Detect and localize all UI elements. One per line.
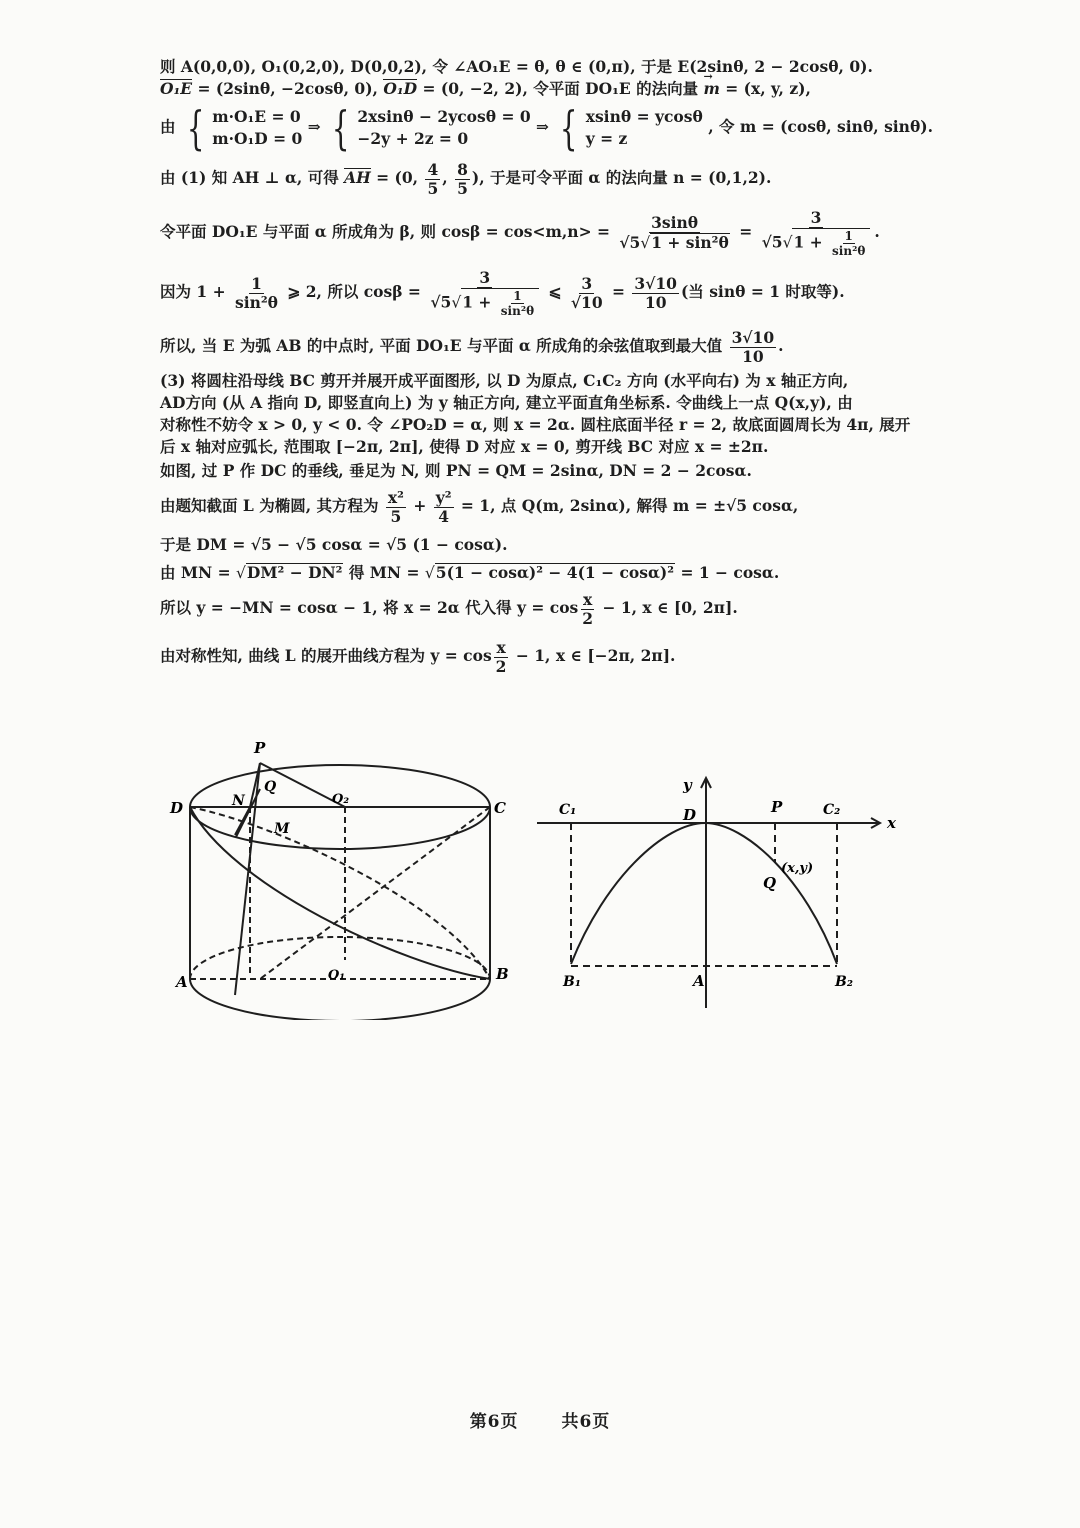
line-vectors: O₁E = (2sinθ, −2cosθ, 0), O₁D = (0, −2, 2), 令平面 DO₁E 的法向量 → m = (x, y, z), bbox=[160, 78, 960, 100]
curve-left bbox=[571, 823, 705, 964]
line-part3-d: 后 x 轴对应弧长, 范围取 [−2π, 2π], 使得 D 对应 x = 0, 剪开线 BC 对应 x = ±2π. bbox=[160, 437, 769, 456]
page-number: 第6页 bbox=[469, 1412, 519, 1432]
fraction: 3 √5√1 + $\frac{1}{\text{sin²θ}}$ bbox=[428, 269, 541, 318]
line-curve-equation: 由对称性知, 曲线 L 的展开曲线方程为 y = cos $\frac{x}{2}$ − 1, x ∈ [−2π, 2π]. bbox=[160, 637, 676, 676]
label-p: P bbox=[254, 739, 266, 757]
label-o1: O₁ bbox=[328, 968, 346, 983]
fraction: $\frac{3}{√10}$ bbox=[570, 273, 603, 312]
vector-o1d: O₁D bbox=[383, 79, 418, 98]
line-nm bbox=[235, 807, 250, 835]
label-c2: C₂ bbox=[823, 802, 841, 818]
fraction: $\frac{3√10}{10}$ bbox=[634, 273, 677, 312]
fraction: $\frac{3\sin\theta}{\text{√5√1 + sin²θ}}$ bbox=[619, 213, 729, 252]
line-coordinates: 则 A(0,0,0), O₁(0,2,0), D(0,0,2), 令 ∠AO₁E = θ, θ ∈ (0,π), 于是 E(2sinθ, 2 − 2cosθ, 0). bbox=[160, 57, 873, 76]
line-angle-cosine: 令平面 DO₁E 与平面 α 所成角为 β, 则 cosβ = cos<m,n> = $\frac{3\sin\theta}{\text{√5√1 + sin²θ}}$ = 3 √5√1 + $\frac{1}{\text{sin²θ}}$ . bbox=[160, 207, 880, 258]
label-d: D bbox=[170, 799, 184, 817]
vector-ah: AH bbox=[344, 168, 371, 187]
line-equation-system: 由 { m·O₁E = 0 m·O₁D = 0 ⇒ { 2xsinθ − 2ycosθ = 0 −2y + 2z = 0 ⇒ { xsinθ = ycosθ y = z , 令 m = (cosθ, sinθ, sinθ). bbox=[160, 101, 934, 155]
label-xy: (x,y) bbox=[781, 861, 814, 876]
fraction: $\frac{4}{5}$ bbox=[427, 159, 439, 198]
fraction: $\frac{x}{2}$ bbox=[582, 589, 594, 628]
vector-o1e: O₁E bbox=[160, 79, 193, 98]
line-part3-e: 如图, 过 P 作 DC 的垂线, 垂足为 N, 则 PN = QM = 2sinα, DN = 2 − 2cosα. bbox=[160, 461, 752, 480]
fraction: $\frac{\text{x²}}{5}$ bbox=[387, 487, 404, 526]
page-total: 共6页 bbox=[561, 1412, 611, 1432]
label-b2: B₂ bbox=[835, 974, 853, 990]
label-c1: C₁ bbox=[559, 802, 577, 818]
line-mn: 由 MN = √DM² − DN² 得 MN = √5(1 − cosα)² − 4(1 − cosα)² = 1 − cosα. bbox=[160, 563, 780, 582]
label-d: D bbox=[683, 806, 697, 824]
label-n: N bbox=[232, 793, 245, 809]
line-normal-vector: 由 (1) 知 AH ⊥ α, 可得 AH = (0, $\frac{4}{5}$ , $\frac{8}{5}$ ), 于是可令平面 α 的法向量 n = (0,1,2). bbox=[160, 159, 772, 198]
figure-unrolled-curve bbox=[525, 768, 910, 1013]
line-inequality: 因为 1 + $\frac{1}{\text{sin²θ}}$ ⩾ 2, 所以 cosβ = 3 √5√1 + $\frac{1}{\text{sin²θ}}$ ⩽ $\frac{3}{√10}$ = $\frac{3√10}{10}$ (当 sinθ = 1 时取等). bbox=[160, 267, 845, 318]
system-3: { xsinθ = ycosθ y = z bbox=[560, 101, 703, 155]
fraction: $\frac{1}{\text{sin²θ}}$ bbox=[234, 273, 278, 312]
label-m: M bbox=[274, 821, 290, 837]
label-c: C bbox=[494, 799, 506, 817]
label-x: x bbox=[887, 814, 896, 832]
label-p: P bbox=[771, 798, 783, 816]
figure-cylinder bbox=[160, 735, 520, 1020]
line-dm: 于是 DM = √5 − √5 cosα = √5 (1 − cosα). bbox=[160, 535, 508, 554]
fraction: 3 √5√1 + $\frac{1}{\text{sin²θ}}$ bbox=[760, 209, 873, 258]
section-ellipse-back bbox=[190, 807, 490, 979]
system-1: { m·O₁E = 0 m·O₁D = 0 bbox=[186, 101, 303, 155]
label-q: Q bbox=[763, 874, 777, 892]
label-a: A bbox=[693, 972, 705, 990]
label-a: A bbox=[176, 973, 188, 991]
line-ellipse: 由题知截面 L 为椭圆, 其方程为 $\frac{\text{x²}}{5}$ + $\frac{\text{y²}}{4}$ = 1, 点 Q(m, 2sinα), 解得 m = ±√5 cosα, bbox=[160, 487, 799, 526]
label-o2: O₂ bbox=[332, 792, 350, 807]
fraction: $\frac{3√10}{10}$ bbox=[731, 327, 775, 366]
page-footer bbox=[0, 1407, 1080, 1432]
fraction: $\frac{8}{5}$ bbox=[457, 159, 468, 198]
bottom-ellipse-front bbox=[190, 979, 490, 1020]
line-y-expression: 所以 y = −MN = cosα − 1, 将 x = 2α 代入得 y = cos $\frac{x}{2}$ − 1, x ∈ [0, 2π]. bbox=[160, 589, 738, 628]
vector-m: → m bbox=[703, 78, 719, 100]
section-ellipse-front bbox=[190, 807, 490, 979]
label-b1: B₁ bbox=[563, 974, 581, 990]
label-b: B bbox=[496, 965, 509, 983]
solution-text bbox=[160, 56, 960, 680]
fraction: $\frac{x}{2}$ bbox=[495, 637, 507, 676]
label-y: y bbox=[683, 776, 692, 794]
fraction: $\frac{\text{y²}}{4}$ bbox=[435, 487, 452, 526]
system-2: { 2xsinθ − 2ycosθ = 0 −2y + 2z = 0 bbox=[331, 101, 531, 155]
line-max-value: 所以, 当 E 为弧 AB 的中点时, 平面 DO₁E 与平面 α 所成角的余弦值取到最大值 $\frac{3√10}{10}$ . bbox=[160, 327, 784, 366]
label-q: Q bbox=[264, 779, 277, 795]
curve-right bbox=[705, 823, 837, 964]
line-part3-b: AD方向 (从 A 指向 D, 即竖直向上) 为 y 轴正方向, 建立平面直角坐标系. 令曲线上一点 Q(x,y), 由 bbox=[160, 393, 853, 412]
line-part3-a: (3) 将圆柱沿母线 BC 剪开并展开成平面图形, 以 D 为原点, C₁C₂ 方向 (水平向右) 为 x 轴正方向, bbox=[160, 371, 849, 390]
line-part3-c: 对称性不妨令 x > 0, y < 0. 令 ∠PO₂D = α, 则 x = 2α. 圆柱底面半径 r = 2, 故底面圆周长为 4π, 展开 bbox=[160, 415, 911, 434]
